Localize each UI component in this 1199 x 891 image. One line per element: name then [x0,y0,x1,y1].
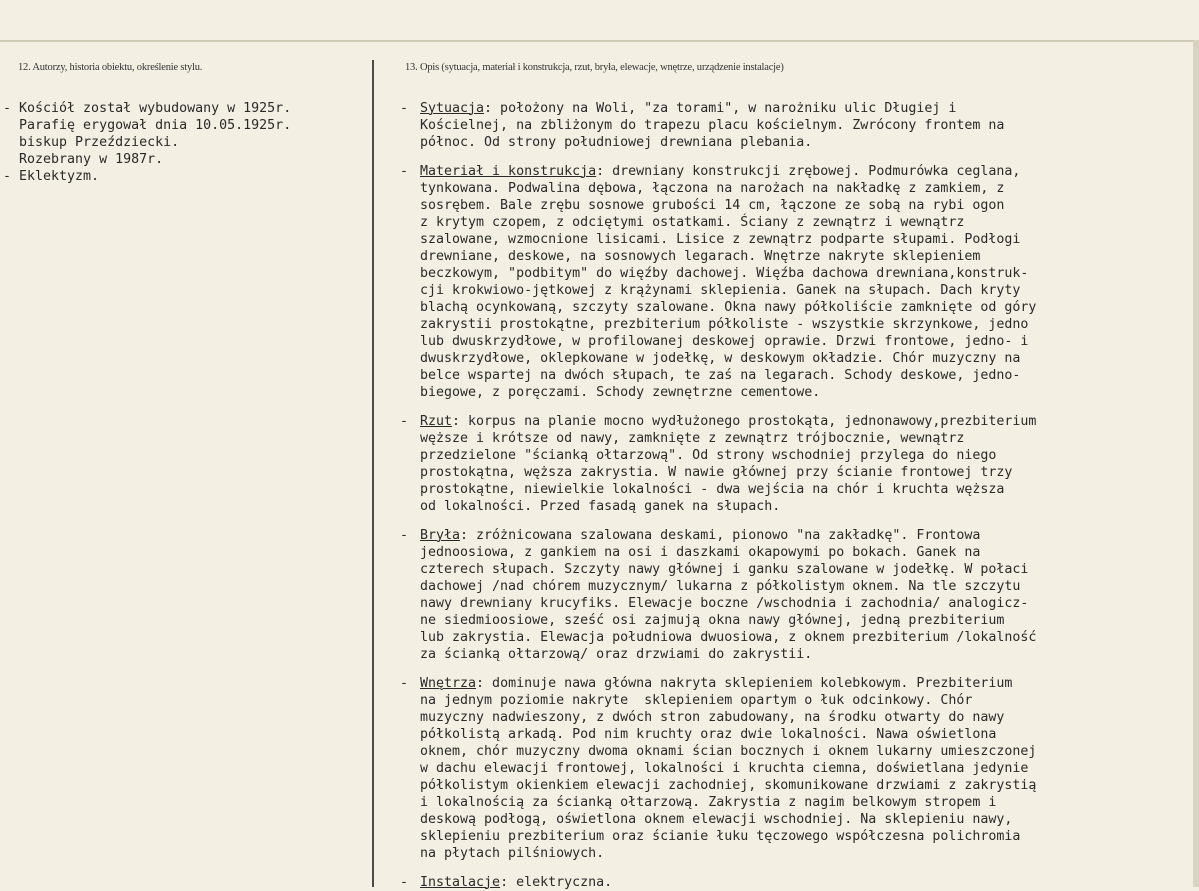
bullet-dash: - [400,164,409,179]
section-line: cji krokwiowo-jętkowej z krążynami sklepienia. Ganek na słupach. Dach kryty [420,283,1021,298]
section-body [420,413,1193,515]
section-line: półkolistym okienkiem elewacji zachodniej, skomunikowane drzwiami z zakrystią [420,778,1037,793]
section-line: na jednym poziomie nakryte sklepieniem opartym o łuk odcinkowy. Chór [420,693,973,708]
section-line: lub zakrystia. Elewacja południowa dwuosiowa, z oknem prezbiterium /lokalność [420,630,1037,645]
section-body [420,675,1193,862]
section-wnętrza [400,675,1193,862]
section-line: deskową podłogą, oświetlona oknem elewacji wschodniej. Na sklepieniu nawy, [420,812,1013,827]
section-line: od lokalności. Przed fasadą ganek na słupach. [420,499,781,514]
section-first-text: : elektryczna. [500,875,613,890]
section-line: węższe i krótsze od nawy, zamknięte z zewnątrz trójbocznie, wewnątrz [420,431,965,446]
section-line [420,874,1193,891]
section-rzut [400,413,1193,515]
section-line: belce wspartej na dwóch słupach, te zaś na legarach. Schody deskowe, jedno- [420,368,1021,383]
section-line: szalowane, wzmocnione lisicami. Lisice z zewnątrz podparte słupami. Podłogi [420,232,1021,247]
section-line: blachą ocynkowaną, szczyty szalowane. Okna nawy półkoliście zamknięte od góry [420,300,1037,315]
header-section-13: 13. Opis (sytuacja, materiał i konstrukcja, rzut, bryła, elewacje, wnętrze, urządzenie instalacje) [405,62,784,73]
section-heading: Wnętrza [420,676,477,691]
description-column [400,100,1193,891]
bullet-dash: - [400,101,409,116]
section-line: ne siedmioosiowe, sześć osi zajmują okna nawy głównej, jedną prezbiterium [420,613,1005,628]
top-rule [0,40,1199,42]
section-line: muzyczny nadwieszony, z dwóch stron zabudowany, na środku otwarty do nawy [420,710,1005,725]
left-item-line: - Eklektyzm. [3,169,100,184]
section-line: drewniane, deskowe, na sosnowych legarach. Wnętrze nakryte sklepieniem [420,249,981,264]
section-line: półkolistą arkadą. Pod nim kruchty oraz dwie lokalności. Nawa oświetlona [420,727,997,742]
section-line: dwuskrzydłowe, oklepkowane w jodełkę, w deskowym okładzie. Chór muzyczny na [420,351,1021,366]
section-first-text: : położony na Woli, "za torami", w narożniku ulic Długiej i [484,101,957,116]
authors-history-column [3,100,371,185]
section-line: przedzielone "ścianką ołtarzową". Od strony wschodniej przylega do niego [420,448,997,463]
section-line: nawy drewniany krucyfiks. Elewacje boczne /wschodnia i zachodnia/ analogicz- [420,596,1029,611]
section-instalacje [400,874,1193,891]
section-body [420,527,1193,663]
bullet-dash: - [400,414,409,429]
bullet-dash: - [400,875,409,890]
section-line [420,163,1193,180]
bullet-dash: - [400,528,409,543]
section-line: na płytach pilśniowych. [420,846,605,861]
bullet-dash: - [400,676,409,691]
section-line: sklepieniu prezbiterium oraz ścianie łuku tęczowego współczesna polichromia [420,829,1021,844]
section-body [420,874,1193,891]
section-line: tynkowana. Podwalina dębowa, łączona na narożach na nakładkę z zamkiem, z [420,181,1005,196]
section-line: oknem, chór muzyczny dwoma oknami ścian bocznych i oknem lukarny umieszczonej [420,744,1037,759]
left-item-line: Rozebrany w 1987r. [3,152,164,167]
section-line [420,527,1193,544]
section-line: z krytym czopem, z odciętymi ostatkami. Ściany z zewnątrz i wewnątrz [420,215,965,230]
section-line: biegowe, z poręczami. Schody zewnętrzne cementowe. [420,385,821,400]
section-line: Kościelnej, na zbliżonym do trapezu placu kościelnym. Zwrócony frontem na [420,118,1005,133]
left-item-line: - Kościół został wybudowany w 1925r. [3,101,292,116]
section-first-text: : dominuje nawa główna nakryta sklepieniem kolebkowym. Prezbiterium [476,676,1013,691]
section-line [420,413,1193,430]
section-line: i lokalnością za ścianką ołtarzową. Zakrystia z nagim belkowym stropem i [420,795,997,810]
section-heading: Rzut [420,414,453,429]
section-line: prostokątna, węższa zakrystia. W nawie głównej przy ścianie frontowej trzy [420,465,1013,480]
section-first-text: : korpus na planie mocno wydłużonego prostokąta, jednonawowy,prezbiterium [452,414,1037,429]
section-line: czterech słupach. Szczyty nawy głównej i ganku szalowane w jodełkę. W połaci [420,562,1029,577]
section-first-text: : zróżnicowana szalowana deskami, pionowo "na zakładkę". Frontowa [460,528,981,543]
header-section-12: 12. Autorzy, historia obiektu, określenie stylu. [18,62,203,73]
section-line: północ. Od strony południowej drewniana plebania. [420,135,813,150]
section-line: dachowej /nad chórem muzycznym/ lukarna z półkolistym oknem. Na tle szczytu [420,579,1021,594]
page-edge [1193,40,1199,887]
section-line: sosrębem. Bale zrębu sosnowe grubości 14 cm, łączone ze sobą na rybi ogon [420,198,1005,213]
section-body [420,163,1193,401]
section-line: beczkowym, "podbitym" do więźby dachowej. Więźba dachowa drewniana,konstruk- [420,266,1029,281]
section-line: zakrystii prostokątne, prezbiterium półkoliste - wszystkie skrzynkowe, jedno [420,317,1029,332]
section-materiał-i-konstrukcja [400,163,1193,401]
left-item-line: Parafię erygował dnia 10.05.1925r. [3,118,292,133]
section-line: w dachu elewacji frontowej, lokalności i kruchta ciemna, doświetlana jedynie [420,761,1029,776]
section-line: za ścianką ołtarzową/ oraz drzwiami do zakrystii. [420,647,813,662]
section-line [420,100,1193,117]
section-heading: Instalacje [420,875,501,890]
section-line: jednoosiowa, z gankiem na osi i daszkami okapowymi po bokach. Ganek na [420,545,981,560]
left-item-line: biskup Przeździecki. [3,135,180,150]
section-bryła [400,527,1193,663]
section-first-text: : drewniany konstrukcji zrębowej. Podmurówka ceglana, [596,164,1021,179]
section-line: lub dwuskrzydłowe, w profilowanej deskowej oprawie. Drzwi frontowe, jedno- i [420,334,1029,349]
section-heading: Bryła [420,528,461,543]
section-body [420,100,1193,151]
column-divider [372,60,374,887]
section-line [420,675,1193,692]
section-sytuacja [400,100,1193,151]
section-heading: Sytuacja [420,101,485,116]
section-heading: Materiał i konstrukcja [420,164,597,179]
section-line: prostokątne, niewielkie lokalności - dwa wejścia na chór i kruchta węższa [420,482,1005,497]
